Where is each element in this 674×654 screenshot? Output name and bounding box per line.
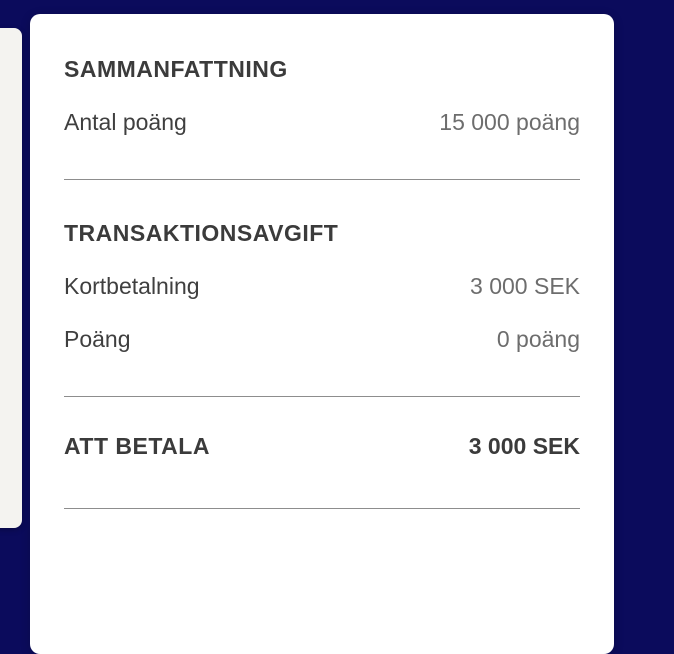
total-value: 3 000 SEK xyxy=(468,433,580,459)
summary-card xyxy=(30,14,614,654)
divider-after-total xyxy=(64,508,580,509)
summary-row-points xyxy=(64,83,580,136)
summary-row-points-value: 15 000 poäng xyxy=(439,109,580,135)
fee-row-card-payment-value: 3 000 SEK xyxy=(470,273,580,299)
total-label: ATT BETALA xyxy=(64,433,210,459)
fee-row-points-value: 0 poäng xyxy=(496,326,580,352)
fee-row-card-payment-label: Kortbetalning xyxy=(64,273,200,299)
summary-section-heading: SAMMANFATTNING xyxy=(64,56,288,82)
fee-row-points xyxy=(64,300,580,353)
summary-row-points-label: Antal poäng xyxy=(64,109,187,135)
fee-row-points-label: Poäng xyxy=(64,326,131,352)
fee-row-card-payment xyxy=(64,247,580,300)
transaction-fee-section-heading: TRANSAKTIONSAVGIFT xyxy=(64,220,339,246)
background-card-left xyxy=(0,28,22,528)
total-row xyxy=(64,397,580,460)
